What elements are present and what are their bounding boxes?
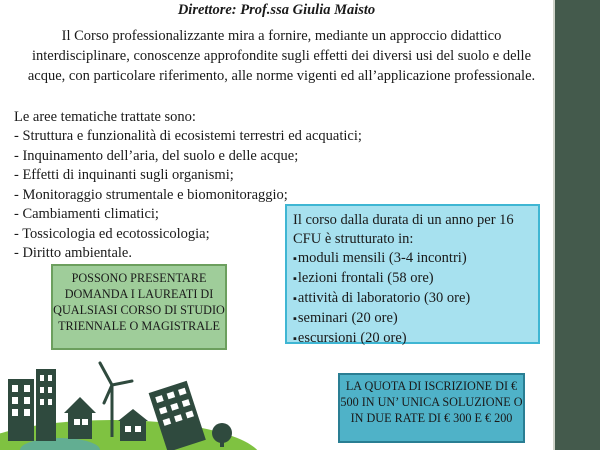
eco-city-icon [0, 355, 260, 450]
topic-item: - Cambiamenti climatici; [14, 206, 159, 222]
course-structure-box [285, 204, 540, 344]
topic-item: - Diritto ambientale. [14, 245, 132, 261]
course-structure-item: ▪ seminari (20 ore) [293, 309, 532, 329]
admission-box: POSSONO PRESENTARE DOMANDA I LAUREATI DI QUALSIASI CORSO DI STUDIO TRIENNALE O MAGISTRALE [51, 264, 227, 350]
right-sidebar-band [553, 0, 600, 450]
course-structure-list [293, 249, 532, 349]
fee-box: LA QUOTA DI ISCRIZIONE DI € 500 IN UN’ UNICA SOLUZIONE O IN DUE RATE DI € 300 E € 200 [338, 373, 525, 443]
topic-item: - Inquinamento dell’aria, del suolo e delle acque; [14, 147, 299, 164]
course-structure-item: ▪ moduli mensili (3-4 incontri) [293, 249, 532, 269]
topic-item: - Monitoraggio strumentale e biomonitoraggio; [14, 186, 288, 203]
topic-item: - Struttura e funzionalità di ecosistemi terrestri ed acquatici; [14, 128, 362, 144]
course-structure-item: ▪ lezioni frontali (58 ore) [293, 269, 532, 289]
topics-heading: Le aree tematiche trattate sono: [14, 109, 196, 125]
director-line: Direttore: Prof.ssa Giulia Maisto [177, 2, 376, 18]
course-structure-item: ▪ attività di laboratorio (30 ore) [293, 289, 532, 309]
course-structure-item: ▪ escursioni (20 ore) [293, 329, 532, 349]
course-structure-intro: Il corso dalla durata di un anno per 16 CFU è strutturato in: [293, 212, 514, 247]
topic-item: - Tossicologia ed ecotossicologia; [14, 225, 210, 242]
intro-paragraph: Il Corso professionalizzante mira a fornire, mediante un approccio didattico interdisciplinare, conoscenze approfondite sugli effetti dei diversi usi del suolo e delle acque, con particolare riferimento, alle norme vigenti ed all’applicazione professionale. [27, 28, 536, 84]
topic-item: - Effetti di inquinanti sugli organismi; [14, 167, 234, 183]
